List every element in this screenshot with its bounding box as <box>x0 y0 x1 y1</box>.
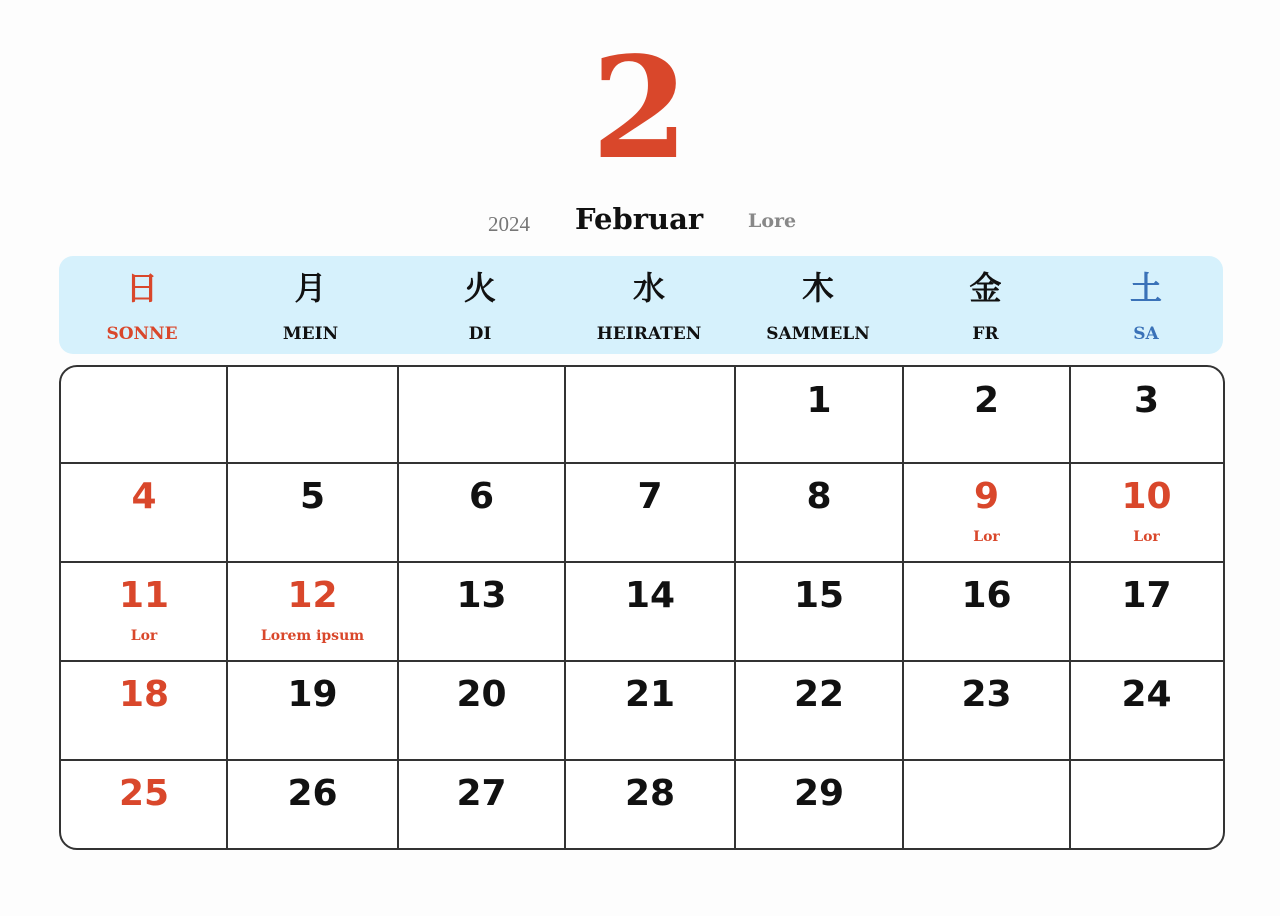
weekday-header <box>59 256 1223 354</box>
day-number: 10 <box>1121 476 1172 517</box>
day-cell[interactable] <box>565 562 735 661</box>
weekday-kanji: 金 <box>969 269 1002 307</box>
day-note: Lor <box>973 529 1000 545</box>
day-number: 16 <box>961 575 1012 616</box>
day-cell[interactable] <box>61 661 227 760</box>
day-number: 4 <box>131 476 157 517</box>
weekday-name: SONNE <box>106 324 178 344</box>
day-cell[interactable] <box>735 661 903 760</box>
day-note: Lor <box>130 628 158 644</box>
day-cell[interactable] <box>565 661 735 760</box>
day-cell[interactable] <box>227 463 398 562</box>
day-cell[interactable] <box>735 367 903 463</box>
weekday-name: DI <box>468 324 492 344</box>
weekday-tuesday <box>396 256 564 354</box>
day-number: 20 <box>456 674 507 715</box>
day-cell[interactable] <box>1070 463 1223 562</box>
day-cell[interactable] <box>735 463 903 562</box>
empty-day-cell <box>398 367 565 463</box>
day-cell[interactable] <box>398 562 565 661</box>
calendar-grid <box>59 365 1225 850</box>
day-note: Lor <box>1133 529 1160 545</box>
empty-day-cell <box>903 760 1070 848</box>
day-cell[interactable] <box>61 562 227 661</box>
day-number: 9 <box>973 476 1000 517</box>
empty-day-cell <box>61 367 227 463</box>
weekday-name: MEIN <box>282 324 339 344</box>
day-number: 27 <box>456 773 507 814</box>
year-label: 2024 <box>488 212 530 236</box>
day-number: 5 <box>299 476 326 517</box>
day-cell[interactable] <box>565 760 735 848</box>
day-cell[interactable] <box>61 760 227 848</box>
day-number: 17 <box>1121 575 1172 616</box>
day-number: 29 <box>793 773 845 814</box>
day-cell[interactable] <box>1070 562 1223 661</box>
day-number: 28 <box>624 773 676 814</box>
weekday-name: HEIRATEN <box>596 324 702 344</box>
day-cell[interactable] <box>735 562 903 661</box>
weekday-kanji: 水 <box>632 269 665 307</box>
day-number: 13 <box>456 575 507 616</box>
weekday-saturday <box>1069 256 1223 354</box>
day-cell[interactable] <box>227 661 398 760</box>
day-number: 22 <box>793 674 845 715</box>
day-cell[interactable] <box>227 760 398 848</box>
empty-day-cell <box>227 367 398 463</box>
day-number: 6 <box>468 476 495 517</box>
weekday-sunday <box>59 256 225 354</box>
day-cell[interactable] <box>735 760 903 848</box>
day-number: 21 <box>624 674 676 715</box>
weekday-kanji: 木 <box>801 269 834 307</box>
weekday-name: SAMMELN <box>766 324 870 344</box>
day-note: Lorem ipsum <box>260 628 365 644</box>
day-cell[interactable] <box>61 463 227 562</box>
day-number: 24 <box>1121 674 1172 715</box>
day-number: 25 <box>118 773 170 814</box>
day-number: 26 <box>287 773 338 814</box>
day-cell[interactable] <box>1070 661 1223 760</box>
weekday-kanji: 火 <box>463 269 496 307</box>
day-number: 12 <box>287 575 338 616</box>
weekday-monday <box>225 256 396 354</box>
day-cell[interactable] <box>903 463 1070 562</box>
day-cell[interactable] <box>1070 367 1223 463</box>
day-number: 3 <box>1133 380 1160 421</box>
weekday-thursday <box>734 256 902 354</box>
weekday-name: SA <box>1133 324 1159 344</box>
month-name: Februar <box>575 202 704 236</box>
title-row <box>0 200 1280 244</box>
empty-day-cell <box>565 367 735 463</box>
day-number: 14 <box>624 575 676 616</box>
day-number: 11 <box>118 575 170 616</box>
day-cell[interactable] <box>398 760 565 848</box>
month-number: 2 <box>591 27 689 191</box>
day-cell[interactable] <box>398 463 565 562</box>
day-number: 19 <box>287 674 338 715</box>
day-number: 8 <box>806 476 832 517</box>
weekday-name: FR <box>972 324 999 344</box>
day-cell[interactable] <box>565 463 735 562</box>
day-cell[interactable] <box>903 562 1070 661</box>
weekday-wednesday <box>564 256 734 354</box>
empty-day-cell <box>1070 760 1223 848</box>
day-number: 1 <box>806 380 832 421</box>
day-cell[interactable] <box>903 367 1070 463</box>
weekday-friday <box>902 256 1069 354</box>
day-cell[interactable] <box>903 661 1070 760</box>
day-number: 7 <box>637 476 663 517</box>
day-number: 15 <box>793 575 845 616</box>
weekday-kanji: 土 <box>1129 269 1162 307</box>
title-note: Lore <box>748 210 797 232</box>
weekday-kanji: 日 <box>125 269 158 307</box>
day-number: 18 <box>118 674 170 715</box>
day-cell[interactable] <box>398 661 565 760</box>
weekday-kanji: 月 <box>294 269 327 307</box>
day-number: 23 <box>961 674 1012 715</box>
day-cell[interactable] <box>227 562 398 661</box>
day-number: 2 <box>973 380 1000 421</box>
